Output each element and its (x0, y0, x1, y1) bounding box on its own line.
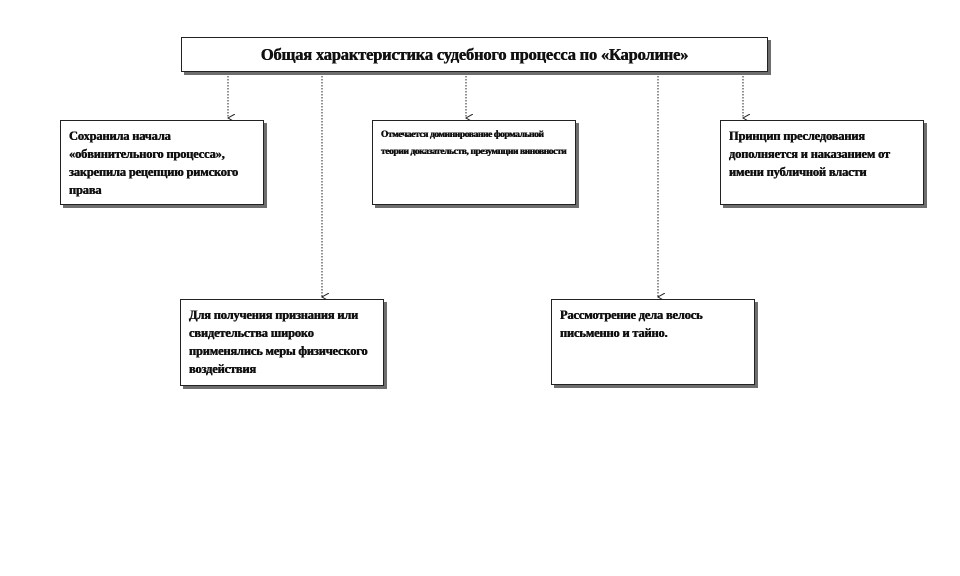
feature-text: Для получения признания или свидетельства широко применялись меры физического воздействия (189, 308, 368, 376)
feature-box-physical-coercion (180, 299, 384, 386)
feature-box-written-secret-trial (551, 299, 755, 385)
diagram-title-box (181, 37, 768, 72)
feature-text: Отмечается доминирование формальной теории доказательств, презумпции виновности (381, 130, 567, 157)
feature-box-formal-evidence (372, 120, 576, 205)
feature-box-prosecution-principle (720, 120, 924, 205)
feature-text: Сохранила начала «обвинительного процесса», закрепила рецепцию римского права (69, 129, 239, 197)
feature-text: Принцип преследования дополняется и наказанием от имени публичной власти (729, 129, 890, 179)
diagram-title: Общая характеристика судебного процесса по «Каролине» (260, 44, 689, 64)
feature-box-accusatory-process (60, 120, 264, 205)
feature-text: Рассмотрение дела велось письменно и тайно. (560, 308, 703, 340)
